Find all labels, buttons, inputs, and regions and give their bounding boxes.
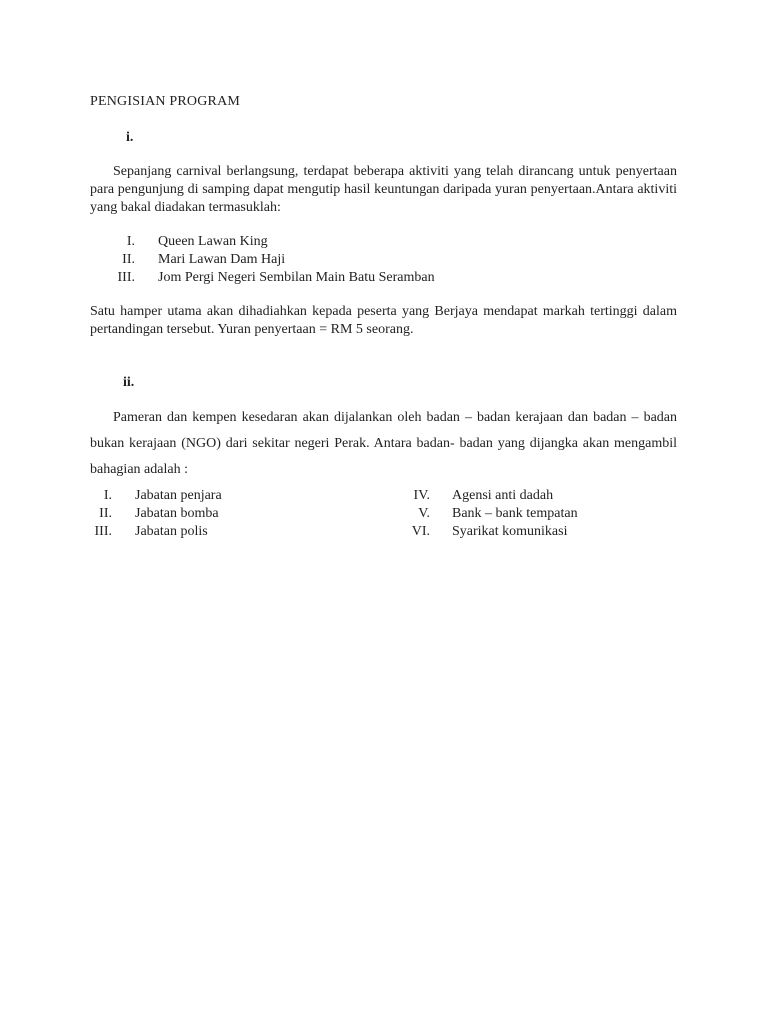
page-title: PENGISIAN PROGRAM bbox=[90, 94, 241, 109]
section-intro-paragraph: Pameran dan kempen kesedaran akan dijalankan oleh badan – badan kerajaan dan badan – badan bukan kerajaan (NGO) dari sekitar negeri Perak. Antara badan- badan yang dijangka akan mengambil bahagian adalah : bbox=[90, 410, 677, 477]
list-item-text: Jom Pergi Negeri Sembilan Main Batu Seramban bbox=[158, 270, 435, 285]
list-item-text: Queen Lawan King bbox=[158, 234, 268, 249]
list-item-number: II. bbox=[99, 506, 112, 521]
list-item-number: III. bbox=[94, 524, 112, 539]
list-item-number: II. bbox=[122, 252, 135, 267]
section-closing-paragraph: Satu hamper utama akan dihadiahkan kepada peserta yang Berjaya mendapat markah tertinggi dalam pertandingan tersebut. Yuran penyertaan = RM 5 seorang. bbox=[90, 304, 677, 337]
section-number: ii. bbox=[123, 375, 135, 390]
list-item-text: Syarikat komunikasi bbox=[452, 524, 568, 539]
list-item-number: I. bbox=[103, 488, 112, 503]
list-item-number: VI. bbox=[411, 524, 430, 539]
list-item-number: V. bbox=[418, 506, 430, 521]
list-item-text: Jabatan polis bbox=[135, 524, 208, 539]
section-intro-paragraph: Sepanjang carnival berlangsung, terdapat beberapa aktiviti yang telah dirancang untuk penyertaan para pengunjung di samping dapat mengutip hasil keuntungan daripada yuran penyertaan.Antara aktiviti yang bakal diadakan termasuklah: bbox=[90, 164, 677, 215]
list-item-number: III. bbox=[117, 270, 135, 285]
list-item-number: I. bbox=[126, 234, 135, 249]
list-item-number: IV. bbox=[413, 488, 430, 503]
list-item-text: Agensi anti dadah bbox=[452, 488, 554, 503]
list-item-text: Jabatan bomba bbox=[135, 506, 219, 521]
list-item-text: Jabatan penjara bbox=[135, 488, 222, 503]
list-item-text: Mari Lawan Dam Haji bbox=[158, 252, 286, 267]
list-item-text: Bank – bank tempatan bbox=[452, 506, 578, 521]
section-number: i. bbox=[126, 130, 134, 145]
